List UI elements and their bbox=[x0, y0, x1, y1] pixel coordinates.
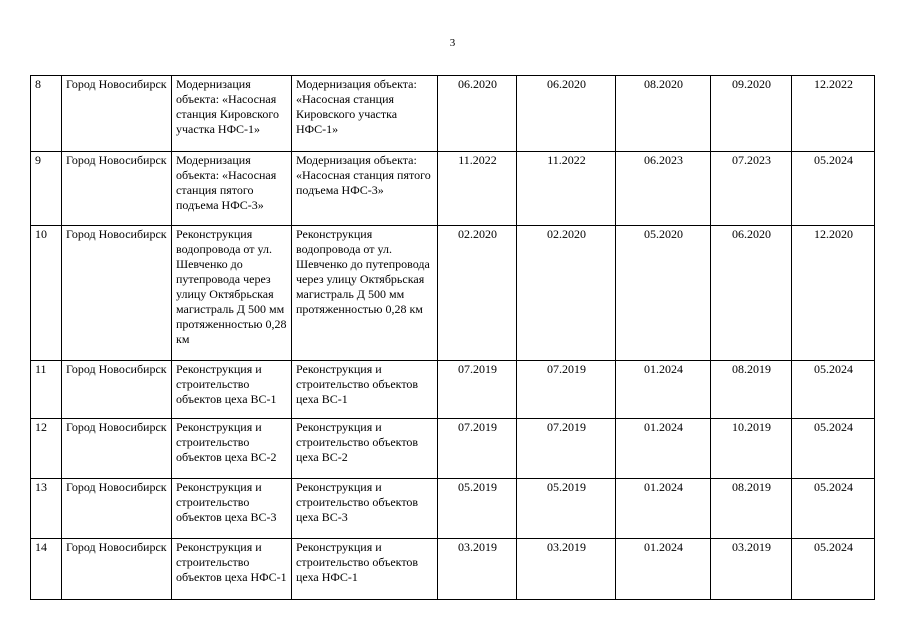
date-cell-3: 06.2023 bbox=[616, 152, 711, 226]
date-cell-2: 02.2020 bbox=[517, 226, 616, 361]
date-cell-3: 01.2024 bbox=[616, 419, 711, 479]
city-cell: Город Новосибирск bbox=[62, 76, 172, 152]
table-row bbox=[31, 226, 875, 361]
schedule-table bbox=[30, 75, 875, 600]
date-cell-2: 06.2020 bbox=[517, 76, 616, 152]
date-cell-4: 08.2019 bbox=[711, 361, 792, 419]
table-row bbox=[31, 152, 875, 226]
date-cell-3: 01.2024 bbox=[616, 539, 711, 600]
date-cell-3: 01.2024 bbox=[616, 479, 711, 539]
work-description-cell: Реконструкция и строительство объектов цеха НФС-1 bbox=[172, 539, 292, 600]
object-name-cell: Модернизация объекта: «Насосная станция пятого подъема НФС-3» bbox=[292, 152, 438, 226]
city-cell: Город Новосибирск bbox=[62, 361, 172, 419]
date-cell-1: 07.2019 bbox=[438, 419, 517, 479]
date-cell-1: 06.2020 bbox=[438, 76, 517, 152]
date-cell-2: 11.2022 bbox=[517, 152, 616, 226]
date-cell-1: 03.2019 bbox=[438, 539, 517, 600]
date-cell-4: 08.2019 bbox=[711, 479, 792, 539]
city-cell: Город Новосибирск bbox=[62, 152, 172, 226]
date-cell-5: 12.2022 bbox=[792, 76, 875, 152]
city-cell: Город Новосибирск bbox=[62, 226, 172, 361]
object-name-cell: Реконструкция и строительство объектов цеха ВС-3 bbox=[292, 479, 438, 539]
object-name-cell: Реконструкция и строительство объектов цеха ВС-2 bbox=[292, 419, 438, 479]
object-name-cell: Реконструкция и строительство объектов цеха ВС-1 bbox=[292, 361, 438, 419]
date-cell-5: 05.2024 bbox=[792, 361, 875, 419]
row-number-cell: 8 bbox=[31, 76, 62, 152]
table-row bbox=[31, 419, 875, 479]
date-cell-2: 03.2019 bbox=[517, 539, 616, 600]
date-cell-4: 03.2019 bbox=[711, 539, 792, 600]
date-cell-5: 12.2020 bbox=[792, 226, 875, 361]
row-number-cell: 9 bbox=[31, 152, 62, 226]
date-cell-3: 05.2020 bbox=[616, 226, 711, 361]
date-cell-1: 05.2019 bbox=[438, 479, 517, 539]
date-cell-5: 05.2024 bbox=[792, 479, 875, 539]
city-cell: Город Новосибирск bbox=[62, 539, 172, 600]
date-cell-5: 05.2024 bbox=[792, 539, 875, 600]
work-description-cell: Модернизация объекта: «Насосная станция Кировского участка НФС-1» bbox=[172, 76, 292, 152]
date-cell-2: 05.2019 bbox=[517, 479, 616, 539]
date-cell-4: 09.2020 bbox=[711, 76, 792, 152]
date-cell-5: 05.2024 bbox=[792, 419, 875, 479]
work-description-cell: Реконструкция и строительство объектов цеха ВС-1 bbox=[172, 361, 292, 419]
work-description-cell: Модернизация объекта: «Насосная станция пятого подъема НФС-3» bbox=[172, 152, 292, 226]
row-number-cell: 10 bbox=[31, 226, 62, 361]
object-name-cell: Реконструкция и строительство объектов цеха НФС-1 bbox=[292, 539, 438, 600]
table-row bbox=[31, 76, 875, 152]
row-number-cell: 14 bbox=[31, 539, 62, 600]
object-name-cell: Реконструкция водопровода от ул. Шевченко до путепровода через улицу Октябрьская магистраль Д 500 мм протяженностью 0,28 км bbox=[292, 226, 438, 361]
date-cell-1: 07.2019 bbox=[438, 361, 517, 419]
date-cell-5: 05.2024 bbox=[792, 152, 875, 226]
row-number-cell: 11 bbox=[31, 361, 62, 419]
city-cell: Город Новосибирск bbox=[62, 419, 172, 479]
date-cell-3: 08.2020 bbox=[616, 76, 711, 152]
work-description-cell: Реконструкция и строительство объектов цеха ВС-3 bbox=[172, 479, 292, 539]
date-cell-4: 10.2019 bbox=[711, 419, 792, 479]
object-name-cell: Модернизация объекта: «Насосная станция Кировского участка НФС-1» bbox=[292, 76, 438, 152]
work-description-cell: Реконструкция и строительство объектов цеха ВС-2 bbox=[172, 419, 292, 479]
date-cell-2: 07.2019 bbox=[517, 361, 616, 419]
page-number: 3 bbox=[449, 37, 456, 49]
city-cell: Город Новосибирск bbox=[62, 479, 172, 539]
date-cell-4: 06.2020 bbox=[711, 226, 792, 361]
date-cell-4: 07.2023 bbox=[711, 152, 792, 226]
work-description-cell: Реконструкция водопровода от ул. Шевченко до путепровода через улицу Октябрьская магистраль Д 500 мм протяженностью 0,28 км bbox=[172, 226, 292, 361]
row-number-cell: 12 bbox=[31, 419, 62, 479]
table-row bbox=[31, 539, 875, 600]
row-number-cell: 13 bbox=[31, 479, 62, 539]
date-cell-1: 11.2022 bbox=[438, 152, 517, 226]
table-row bbox=[31, 479, 875, 539]
date-cell-1: 02.2020 bbox=[438, 226, 517, 361]
date-cell-3: 01.2024 bbox=[616, 361, 711, 419]
date-cell-2: 07.2019 bbox=[517, 419, 616, 479]
table-row bbox=[31, 361, 875, 419]
